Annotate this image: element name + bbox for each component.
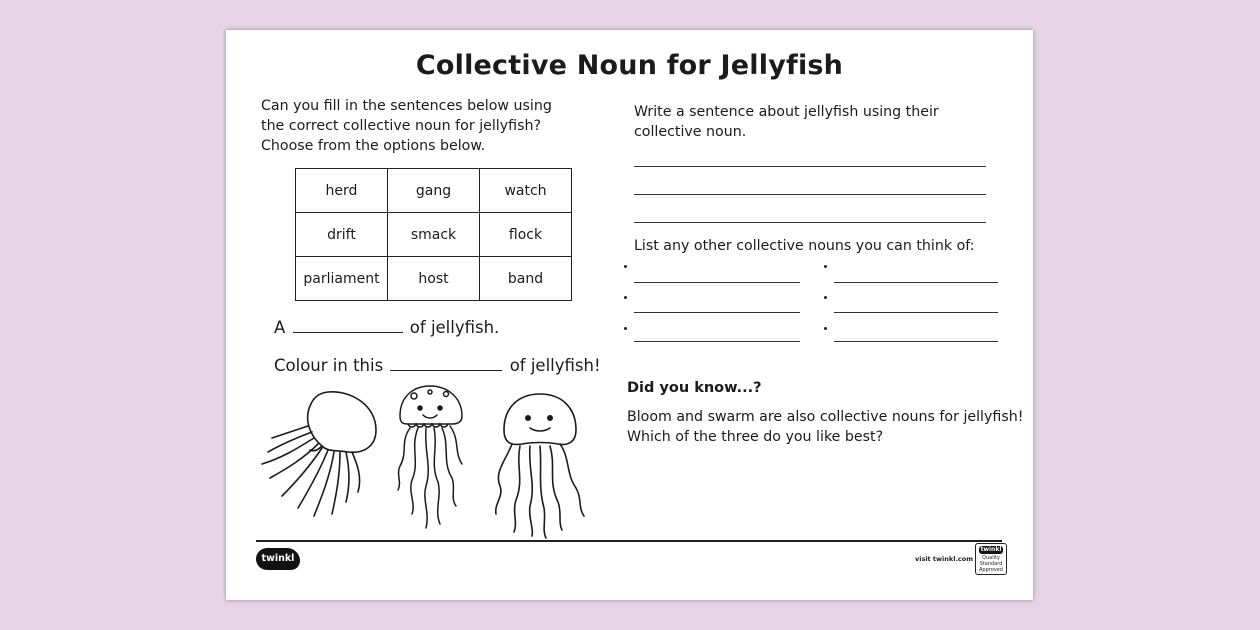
write-prompt: [634, 102, 954, 142]
word-options-grid: [295, 168, 572, 301]
bullet-icon: [624, 327, 627, 330]
intro-line-1: Can you fill in the sentences below using: [261, 98, 552, 114]
twinkl-logo[interactable]: twinkl: [256, 548, 300, 570]
fill-sentence-2: [274, 356, 601, 376]
fill-2-blank[interactable]: [390, 369, 502, 371]
write-prompt-line-2: collective noun.: [634, 124, 747, 140]
sentence-answer-line[interactable]: [634, 222, 986, 223]
sentence-answer-line[interactable]: [634, 166, 986, 167]
word-cell: parliament: [296, 257, 388, 301]
fill-2-before: Colour in this: [274, 356, 384, 375]
intro-line-2: the correct collective noun for jellyfish?: [261, 118, 541, 134]
bullet-icon: [624, 265, 627, 268]
write-prompt-line-1: Write a sentence about jellyfish using their: [634, 104, 939, 120]
visit-link[interactable]: visit twinkl.com: [915, 555, 974, 563]
list-prompt: List any other collective nouns you can think of:: [634, 238, 975, 254]
did-you-know-line-1: Bloom and swarm are also collective nouns for jellyfish!: [627, 409, 1024, 425]
word-cell: herd: [296, 169, 388, 213]
did-you-know-line-2: Which of the three do you like best?: [627, 429, 884, 445]
noun-answer-line[interactable]: [634, 341, 800, 342]
word-cell: flock: [480, 213, 572, 257]
fill-1-after: of jellyfish.: [409, 318, 500, 337]
word-cell: drift: [296, 213, 388, 257]
page-title: Collective Noun for Jellyfish: [415, 50, 844, 81]
badge-title: twinkl: [980, 546, 1002, 553]
bullet-icon: [624, 296, 627, 299]
noun-answer-line[interactable]: [834, 312, 998, 313]
jellyfish-2-icon[interactable]: [390, 382, 470, 534]
did-you-know-body: [627, 407, 1027, 447]
noun-answer-line[interactable]: [634, 312, 800, 313]
fill-sentence-1: [274, 318, 499, 338]
bullet-icon: [824, 265, 827, 268]
noun-answer-line[interactable]: [834, 282, 998, 283]
fill-1-before: A: [274, 318, 286, 337]
word-cell: band: [480, 257, 572, 301]
quality-badge-icon: [975, 543, 1007, 575]
intro-instructions: [261, 96, 561, 156]
sentence-answer-line[interactable]: [634, 194, 986, 195]
noun-answer-line[interactable]: [834, 341, 998, 342]
jellyfish-3-icon[interactable]: [488, 390, 598, 540]
did-you-know-heading: Did you know...?: [627, 380, 762, 396]
fill-1-blank[interactable]: [293, 331, 403, 333]
fill-2-after: of jellyfish!: [509, 356, 601, 375]
word-cell: gang: [388, 169, 480, 213]
word-cell: host: [388, 257, 480, 301]
word-cell: smack: [388, 213, 480, 257]
word-cell: watch: [480, 169, 572, 213]
footer-divider: [256, 540, 1002, 542]
noun-answer-line[interactable]: [634, 282, 800, 283]
bullet-icon: [824, 296, 827, 299]
bullet-icon: [824, 327, 827, 330]
worksheet-page: [226, 30, 1033, 600]
badge-subtitle: Quality Standard Approved: [979, 555, 1003, 573]
intro-line-3: Choose from the options below.: [261, 138, 486, 154]
jellyfish-1-icon[interactable]: [252, 386, 382, 528]
